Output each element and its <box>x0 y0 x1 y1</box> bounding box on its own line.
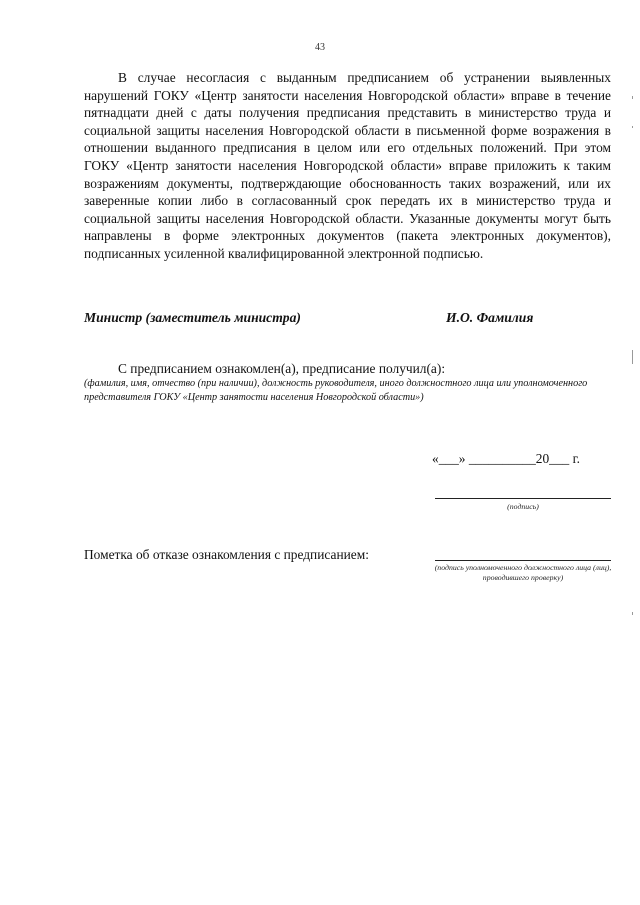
margin-mark <box>632 350 633 364</box>
date-line: «___» __________20___ г. <box>432 451 580 466</box>
page-number: 43 <box>315 42 325 53</box>
signer-title: Министр (заместитель министра) <box>84 310 301 325</box>
signer-name: И.О. Фамилия <box>446 310 534 325</box>
refusal-signature-underline <box>435 560 611 561</box>
margin-mark <box>632 612 633 615</box>
margin-mark <box>632 96 633 99</box>
refusal-label: Пометка об отказе ознакомления с предписанием: <box>84 547 369 562</box>
objection-paragraph: В случае несогласия с выданным предписанием об устранении выявленных нарушений ГОКУ «Центр занятости населения Новгородской области» вправе в течение пятнадцати дней с даты получения предписания представить в министерство труда и социальной защиты населения Новгородской области в письменной форме возражения в отношении выданного предписания в целом или его отдельных положений. При этом ГОКУ «Центр занятости населения Новгородской области» вправе приложить к таким возражениям документы, подтверждающие обоснованность таких возражений, или их заверенные копии либо в согласованный срок передать их в министерство труда и социальной защиты населения Новгородской области. Указанные документы могут быть направлены в форме электронных документов (пакета электронных документов), подписанных усиленной квалифицированной электронной подписью. <box>84 70 611 261</box>
margin-mark <box>632 126 633 128</box>
signature-caption: (подпись) <box>507 502 539 511</box>
signature-underline <box>435 498 611 499</box>
signature-block <box>84 310 611 330</box>
refusal-signature-caption: (подпись уполномоченного должностного лица (лиц), проводившего проверку) <box>434 563 612 582</box>
acknowledgement-note: (фамилия, имя, отчество (при наличии), должность руководителя, иного должностного лица или уполномоченного представителя ГОКУ «Центр занятости населения Новгородской области») <box>84 378 588 403</box>
acknowledgement-line: С предписанием ознакомлен(а), предписание получил(а): <box>118 361 446 376</box>
